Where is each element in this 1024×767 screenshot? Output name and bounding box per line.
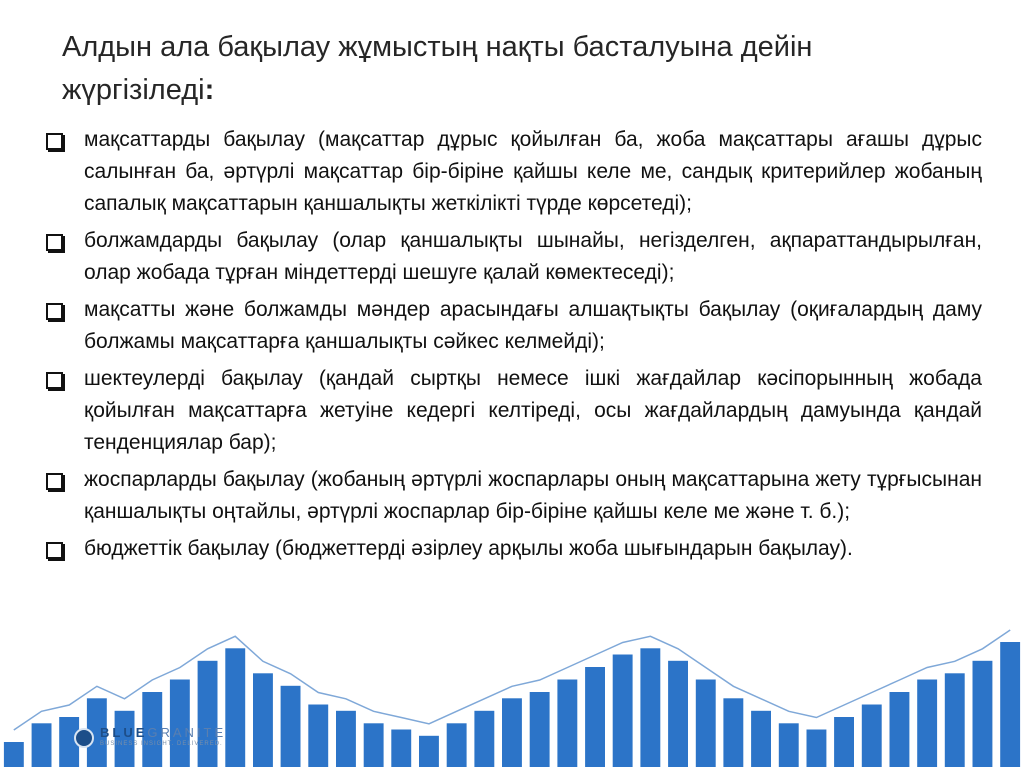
checkbox-bullet-icon <box>46 473 63 490</box>
logo-wordmark: BLUEGRANITE <box>100 725 227 740</box>
background-bar <box>613 655 633 767</box>
bullet-text: болжамдарды бақылау (олар қаншалықты шынайы, негізделген, ақпараттандырылған, олар жобада тұрған міндеттерді шешуге қалай көмектеседі); <box>84 229 982 284</box>
background-bar <box>696 680 716 767</box>
background-bar <box>391 730 411 767</box>
background-bar <box>779 723 799 767</box>
background-bar <box>198 661 218 767</box>
bullet-text: шектеулерді бақылау (қандай сыртқы немесе ішкі жағдайлар кәсіпорынның жобада қойылған мақсаттарға жетуіне кедергі келтіреді, осы жағдайлардың дамуында қандай тенденциялар бар); <box>84 367 982 454</box>
blue-granite-logo <box>74 726 226 748</box>
bullet-text: мақсатты және болжамды мәндер арасындағы алшақтықты бақылау (оқиғалардың даму болжамы мақсаттарға қаншалықты сәйкес келмейді); <box>84 298 982 353</box>
background-bar <box>834 717 854 767</box>
bullet-item-plans <box>44 464 982 528</box>
checkbox-bullet-icon <box>46 303 63 320</box>
background-bar <box>640 648 660 767</box>
background-bar <box>225 648 245 767</box>
background-bar <box>32 723 52 767</box>
background-bar <box>308 705 328 767</box>
background-bar <box>751 711 771 767</box>
title-colon: : <box>204 74 215 106</box>
bullet-text: жоспарларды бақылау (жобаның әртүрлі жоспарлары оның мақсаттарына жету тұрғысынан қаншалықты оңтайлы, әртүрлі жоспарлар бір-біріне қайшы келе ме және т. б.); <box>84 468 982 523</box>
bullet-item-budget <box>44 533 982 565</box>
background-bar <box>862 705 882 767</box>
bullet-text: мақсаттарды бақылау (мақсаттар дұрыс қойылған ба, жоба мақсаттары ағашы дұрыс салынған ба, әртүрлі мақсаттар бір-біріне қайшы келе ме, сандық критерийлер жобаның сапалық мақсаттарын қаншалықты жеткілікті түрде көрсетеді); <box>84 128 982 215</box>
background-bar <box>281 686 301 767</box>
logo-circle-icon <box>74 728 94 748</box>
background-bar <box>585 667 605 767</box>
background-bar <box>336 711 356 767</box>
background-bar <box>807 730 827 767</box>
background-bar <box>364 723 384 767</box>
bullet-item-forecasts <box>44 225 982 289</box>
title-line-1: Алдын ала бақылау жұмыстың нақты басталуына дейін <box>62 31 813 63</box>
checkbox-bullet-icon <box>46 234 63 251</box>
background-bar <box>557 680 577 767</box>
background-bar <box>447 723 467 767</box>
background-bar <box>170 680 190 767</box>
checkbox-bullet-icon <box>46 372 63 389</box>
bullet-item-gap <box>44 294 982 358</box>
background-bar <box>917 680 937 767</box>
bullet-list <box>44 124 982 570</box>
background-bar <box>890 692 910 767</box>
background-bar <box>973 661 993 767</box>
background-bar <box>530 692 550 767</box>
background-bar <box>4 742 24 767</box>
slide-title <box>62 26 962 112</box>
bullet-text: бюджеттік бақылау (бюджеттерді әзірлеу арқылы жоба шығындарын бақылау). <box>84 537 853 560</box>
background-bar <box>474 711 494 767</box>
background-bar <box>945 673 965 767</box>
background-bar <box>723 698 743 767</box>
title-line-2: жүргізіледі <box>62 74 205 106</box>
bullet-item-constraints <box>44 363 982 459</box>
background-bar <box>253 673 273 767</box>
background-bar <box>419 736 439 767</box>
background-bar <box>502 698 522 767</box>
checkbox-bullet-icon <box>46 133 63 150</box>
checkbox-bullet-icon <box>46 542 63 559</box>
background-bar <box>668 661 688 767</box>
logo-tagline: BUSINESS INSIGHT. DELIVERED. <box>100 741 223 747</box>
bullet-item-goals <box>44 124 982 220</box>
background-bar <box>1000 642 1020 767</box>
